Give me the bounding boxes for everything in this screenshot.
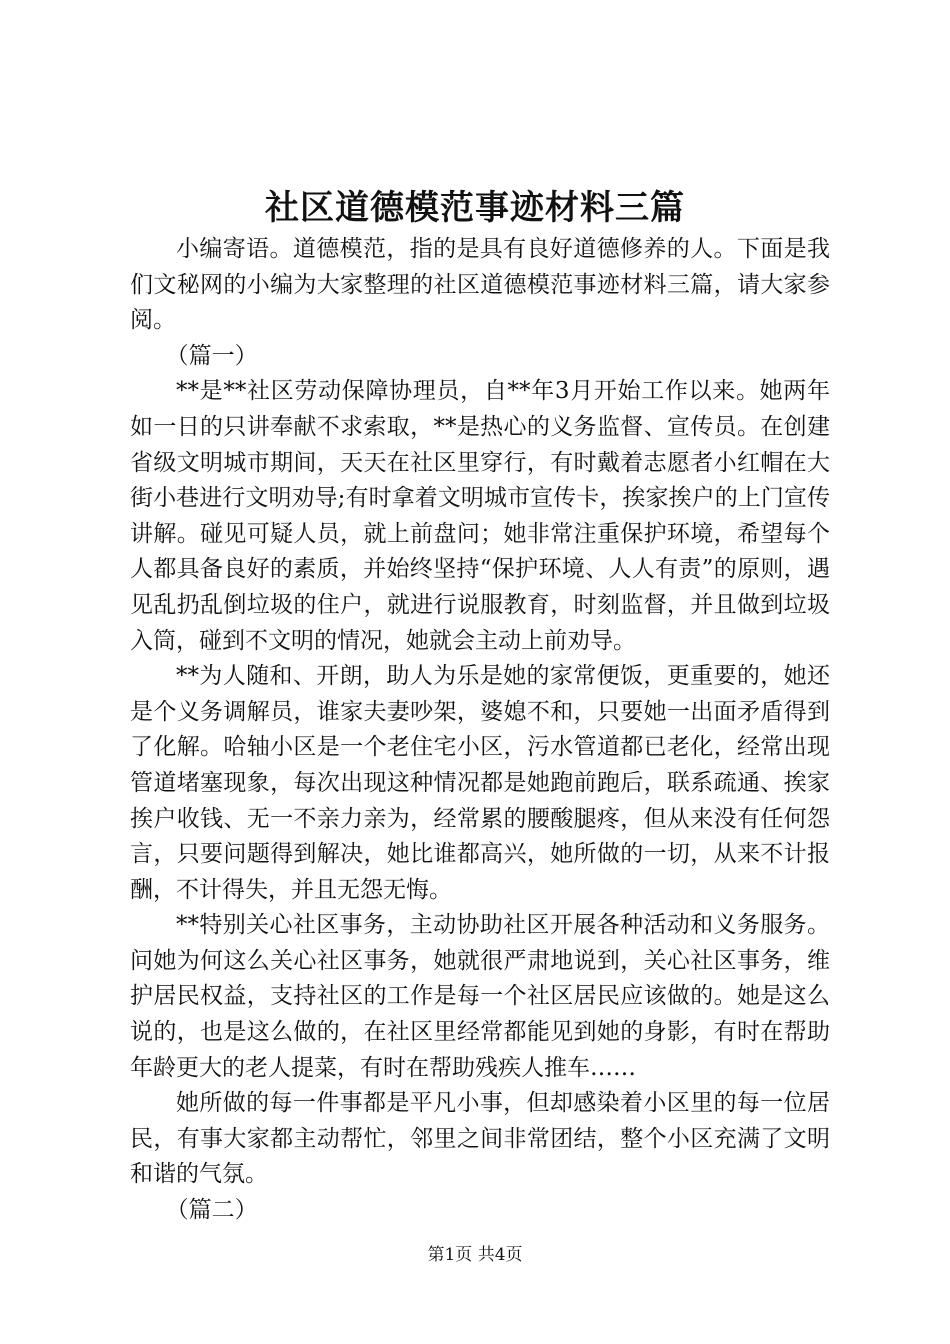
intro-paragraph: 小编寄语。道德模范，指的是具有良好道德修养的人。下面是我们文秘网的小编为大家整理的社区道德模范事迹材料三篇，请大家参阅。 <box>130 236 830 334</box>
section-heading-1: （篇一） <box>165 342 258 369</box>
body-paragraph: **为人随和、开朗，助人为乐是她的家常便饭，更重要的，她还是个义务调解员，谁家夫妻吵架，婆媳不和，只要她一出面矛盾得到了化解。哈轴小区是一个老住宅小区，污水管道都已老化，经常出现管道堵塞现象，每次出现这种情况都是她跑前跑后，联系疏通、挨家挨户收钱、无一不亲力亲为，经常累的腰酸腿疼，但从来没有任何怨言，只要问题得到解决，她比谁都高兴，她所做的一切，从来不计报酬，不计得失，并且无怨无悔。 <box>130 663 830 903</box>
body-paragraph: 她所做的每一件事都是平凡小事，但却感染着小区里的每一位居民，有事大家都主动帮忙，邻里之间非常团结，整个小区充满了文明和谐的气氛。 <box>130 1090 830 1188</box>
body-paragraph: **是**社区劳动保障协理员，自**年3月开始工作以来。她两年如一日的只讲奉献不求索取，**是热心的义务监督、宣传员。在创建省级文明城市期间，天天在社区里穿行，有时戴着志愿者小红帽在大街小巷进行文明劝导;有时拿着文明城市宣传卡，挨家挨户的上门宣传讲解。碰见可疑人员，就上前盘问；她非常注重保护环境，希望每个人都具备良好的素质，并始终坚持“保护环境、人人有责”的原则，遇见乱扔乱倒垃圾的住户，就进行说服教育，时刻监督，并且做到垃圾入筒，碰到不文明的情况，她就会主动上前劝导。 <box>130 378 830 654</box>
document-title: 社区道德模范事迹材料三篇 <box>265 188 685 228</box>
section-heading-2: （篇二） <box>165 1197 258 1224</box>
body-paragraph: **特别关心社区事务，主动协助社区开展各种活动和义务服务。问她为何这么关心社区事务，她就很严肃地说到，关心社区事务，维护居民权益，支持社区的工作是每一个社区居民应该做的。她是这么说的，也是这么做的，在社区里经常都能见到她的身影，有时在帮助年龄更大的老人提菜，有时在帮助残疾人推车…… <box>130 912 830 1081</box>
document-body <box>130 232 830 1229</box>
page-footer: 第1页 共4页 <box>427 1245 523 1265</box>
